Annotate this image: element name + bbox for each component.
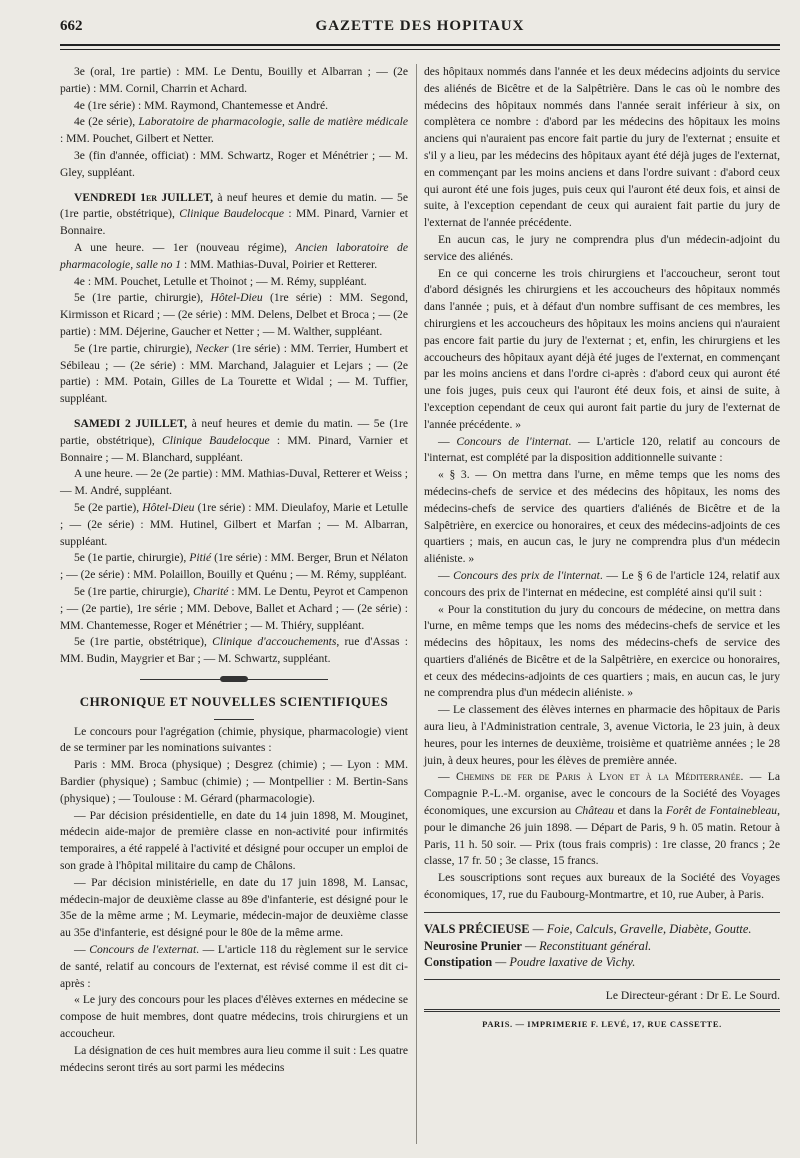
exam-entry: 5e (1re partie, chirurgie), Charité : MM. Le Dentu, Peyrot et Campenon ; — (2e partie), 1re série ; MM. Debove, Ballet et Achard ; — (2e série) : MM. Chantemesse, Roger et Ménétrier ; — M. Thiéry, suppléant. (60, 584, 409, 632)
header-rule-thin (60, 49, 780, 50)
news-paragraph: Paris : MM. Broca (physique) ; Desgrez (chimie) ; — Lyon : MM. Bardier (physique) ; Sambuc (chimie) ; — Montpellier : M. Bertin-Sans (physique) ; — Toulouse : M. Gérard (pharmacologie). (60, 758, 408, 805)
right-column (424, 64, 780, 1144)
news-paragraph: En aucun cas, le jury ne comprendra plus d'un médecin-adjoint du service des aliénés. (424, 232, 780, 263)
section-rule (214, 719, 254, 720)
news-paragraph: — Par décision présidentielle, en date du 14 juin 1898, M. Mouginet, médecin aide-major de première classe en non-activité pour infirmités temporaires, a été rappelé à l'activité et désigné pour occuper un emploi de son grade à l'hôpital militaire du camp de Châlons. (60, 808, 408, 873)
ornament-divider (60, 674, 408, 684)
exam-entry: 4e (2e série), Laboratoire de pharmacologie, salle de matière médicale : MM. Pouchet, Gilbert et Netter. (60, 115, 408, 146)
header-rule (60, 44, 780, 46)
news-paragraph: — Concours de l'internat. — L'article 120, relatif au concours de l'internat, est complété par la disposition additionnelle suivante : (424, 434, 780, 465)
advert-line: VALS PRÉCIEUSE — Foie, Calculs, Gravelle, Diabète, Goutte. (424, 921, 752, 936)
news-paragraph: Les souscriptions sont reçues aux bureaux de la Société des Voyages économiques, 17, rue du Faubourg-Montmartre, et 10, rue Auber, à Paris. (424, 871, 780, 902)
day-schedule-friday: VENDREDI 1er JUILLET, à neuf heures et demie du matin. — 5e (1re partie, obstétrique), Clinique Baudelocque : MM. Pinard, Varnier et Bonnaire. (60, 190, 408, 238)
news-paragraph: — Concours des prix de l'internat. — Le § 6 de l'article 124, relatif aux concours des prix de l'internat en médecine, est complété ainsi qu'il suit : (424, 568, 780, 599)
news-paragraph: des hôpitaux nommés dans l'année et les deux médecins adjoints du service des aliénés de Bicêtre et de la Salpêtrière. Dans le cas où le nombre des médecins des hôpitaux nommés dans l'année serait inférieur à six, on complètera ce nombre : d'abord par les médecins des hôpitaux les moins anciens qui n'auraient pas encore fait partie du jury de l'externat ; ensuite et s'il y a lieu, par les médecins des hôpitaux ayant été déjà juges de l'externat, en commençant par les moins anciens et dans l'ordre suivant : d'abord ceux qui auront été une fois juges, puis ceux qui l'auront été deux fois, et ainsi de suite, à l'exception cependant de ceux qui auraient fait partie du jury de l'externat de l'année précédente. (424, 65, 780, 230)
signature-rule (424, 979, 780, 980)
exam-entry: 4e (1re série) : MM. Raymond, Chantemesse et André. (74, 98, 329, 112)
advert-line: Neurosine Prunier — Reconstituant général. (424, 938, 652, 953)
news-paragraph: « Le jury des concours pour les places d'élèves externes en médecine se compose de huit membres, dont quatre médecins, trois chirurgiens et un accoucheur. (60, 993, 408, 1041)
news-paragraph: Le concours pour l'agrégation (chimie, physique, pharmacologie) vient de se terminer par les nominations suivantes : (60, 724, 408, 755)
exam-entry: 5e (1re partie, chirurgie), Hôtel-Dieu (1re série) : MM. Segond, Kirmisson et Ricard ; — (2e série) : MM. Delens, Delbet et Broca ; — (2e partie) : MM. Déjerine, Gaucher et Netter ; — M. Walther, suppléant. (60, 291, 408, 338)
advert-rule (424, 912, 780, 913)
exam-entry: 5e (2e partie), Hôtel-Dieu (1re série) : MM. Dieulafoy, Marie et Letulle ; — (2e série) : MM. Hutinel, Gilbert et Marfan ; — M. Albarran, suppléant. (60, 500, 408, 548)
left-column (60, 64, 408, 1144)
exam-entry: A une heure. — 2e (2e partie) : MM. Mathias-Duval, Retterer et Weiss ; — M. André, suppléant. (60, 467, 408, 498)
exam-entry: 4e : MM. Pouchet, Letulle et Thoinot ; — M. Rémy, suppléant. (74, 274, 367, 288)
page-header (60, 18, 780, 42)
news-paragraph: — Par décision ministérielle, en date du 17 juin 1898, M. Lansac, médecin-major de deuxième classe au 89e d'infanterie, est désigné pour le 35e de la même arme ; M. Leymarie, médecin-major de deuxième classe au 35e d'infanterie, est désigné pour le 80e de la même arme. (60, 875, 408, 940)
section-title: CHRONIQUE ET NOUVELLES SCIENTIFIQUES (79, 693, 389, 709)
imprint-rule (424, 1009, 780, 1012)
day-schedule-saturday: SAMEDI 2 JUILLET, à neuf heures et demie du matin. — 5e (1re partie, obstétrique), Clinique Baudelocque : MM. Pinard, Varnier et Bonnaire ; — M. Blanchard, suppléant. (60, 416, 408, 464)
exam-entry: 5e (1re partie, obstétrique), Clinique d'accouchements, rue d'Assas : MM. Budin, Maygrier et Bar ; — M. Schwartz, suppléant. (60, 635, 409, 666)
news-paragraph: — Le classement des élèves internes en pharmacie des hôpitaux de Paris aura lieu, à l'Administration centrale, 3, avenue Victoria, le 23 juin, à deux heures, pour les internes de deuxième, troisième et quatrième années ; le 28 juin, à deux heures, pour les élèves de première année. (424, 703, 780, 767)
exam-entry: 3e (oral, 1re partie) : MM. Le Dentu, Bouilly et Albarran ; — (2e partie) : MM. Cornil, Charrin et Achard. (60, 65, 408, 95)
news-paragraph: La désignation de ces huit membres aura lieu comme il suit : Les quatre médecins seront tirés au sort parmi les médecins (60, 1043, 408, 1074)
exam-entry: 5e (1e partie, chirurgie), Pitié (1re série) : MM. Berger, Brun et Nélaton ; — (2e série) : MM. Polaillon, Bouilly et Quénu ; — M. Rémy, suppléant. (60, 551, 408, 582)
day-heading: VENDREDI 1er JUILLET, (74, 190, 214, 204)
news-paragraph: — Chemins de fer de Paris à Lyon et à la Méditerranée. — La Compagnie P.-L.-M. organise, avec le concours de la Société des Voyages économiques, une excursion au Château et dans la Forêt de Fontainebleau, pour le dimanche 26 juin 1898. — Départ de Paris, 9 h. 05 matin. Retour à Paris, 11 h. 50 soir. — Prix (tous frais compris) : 1re classe, 20 francs ; 2e classe, 17 fr. 50 ; 3e classe, 15 francs. (424, 770, 780, 868)
news-paragraph: « Pour la constitution du jury du concours de médecine, on mettra dans l'urne, en même temps que les noms des médecins-chefs de service et les médecins des hôpitaux, les noms des médecins-chefs de service des quartiers d'aliénés de Bicêtre et de la Salpêtrière, en exercice ou honoraires, et ceux des médecins-adjoints de ces quartiers ; mais, en aucun cas, le jury ne comprendra plus d'un médecin aliéniste. » (424, 602, 780, 700)
journal-title: GAZETTE DES HOPITAUX (315, 18, 525, 34)
exam-entry: 5e (1re partie, chirurgie), Necker (1re série) : MM. Terrier, Humbert et Sébileau ; — (2e série) : MM. Marchand, Jalaguier et Lejars ; — (2e partie) : MM. Potain, Gilles de La Tourette et Widal ; — M. Tuffier, suppléant. (60, 341, 408, 406)
news-paragraph: — Concours de l'externat. — L'article 118 du règlement sur le service de santé, relatif au concours de l'externat, est révisé comme il est dit ci-après : (60, 943, 408, 990)
page-number: 662 (60, 18, 83, 34)
news-paragraph: « § 3. — On mettra dans l'urne, en même temps que les noms des médecins-chefs de service et des médecins des hôpitaux, les noms des médecins-chefs de service des quartiers d'aliénés de Bicêtre et de la Salpêtrière, en exercice ou honoraires, et ceux des médecins-adjoints de ces quartiers ; mais, en aucun cas, le jury ne comprendra plus d'un médecin aliéniste. » (424, 468, 780, 566)
news-paragraph: En ce qui concerne les trois chirurgiens et l'accoucheur, seront tout d'abord désignés les chirurgiens et les accoucheurs des hôpitaux nommés dans l'année ; puis, et à défaut d'un nombre suffisant de ces membres, les chirurgiens et les accoucheurs des hôpitaux les moins anciens qui n'auraient pas encore fait partie du jury de l'externat ; et, enfin, les chirurgiens et les accoucheurs des hôpitaux ayant déjà été juges de l'externat, en commençant par les moins anciens et dans l'ordre ci-après : d'abord ceux qui auront été une fois juges, puis ceux qui l'auront été deux fois, et ainsi de suite, à l'exception cependant de ceux qui auront fait partie du jury de l'externat de l'année précédente. » (424, 266, 780, 431)
printer-imprint: PARIS. — IMPRIMERIE F. LEVÉ, 17, RUE CASSETTE. (482, 1019, 722, 1030)
exam-entry: A une heure. — 1er (nouveau régime), Ancien laboratoire de pharmacologie, salle no 1 : MM. Mathias-Duval, Poirier et Retterer. (60, 240, 408, 271)
exam-entry: 3e (fin d'année, officiat) : MM. Schwartz, Roger et Ménétrier ; — M. Gley, suppléant. (60, 148, 408, 179)
editor-signature: Le Directeur-gérant : Dr E. Le Sourd. (605, 989, 780, 1003)
advert-line: Constipation — Poudre laxative de Vichy. (424, 955, 636, 970)
column-divider (416, 64, 417, 1144)
day-heading: SAMEDI 2 JUILLET, (74, 416, 188, 430)
